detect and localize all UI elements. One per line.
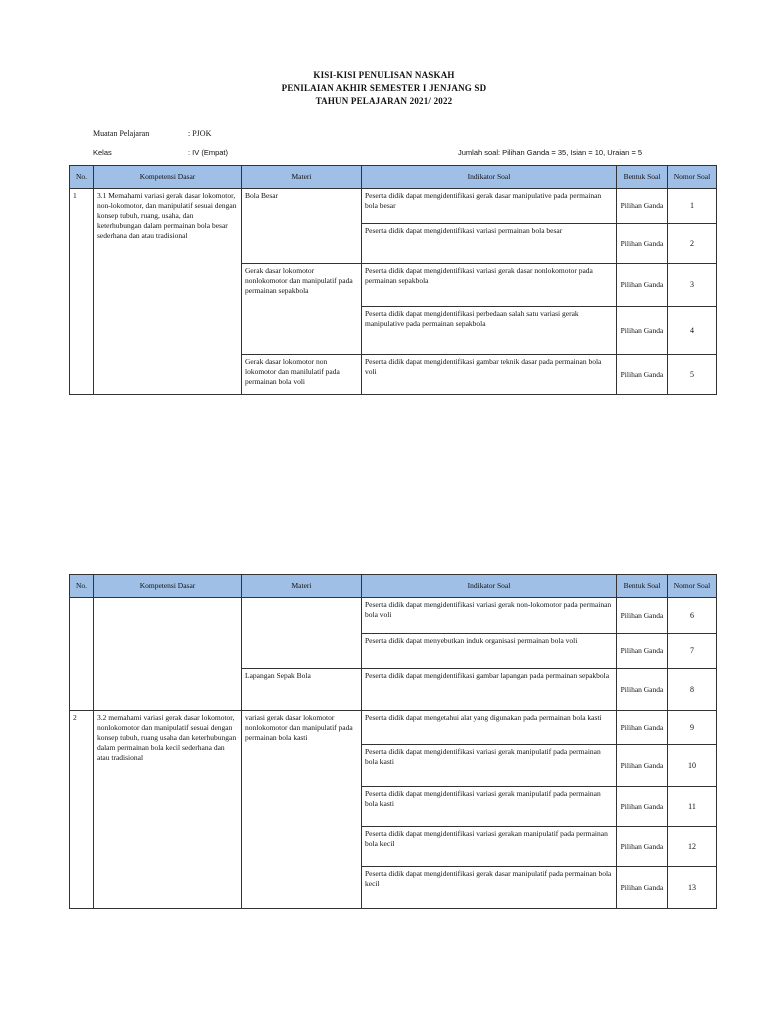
- nomor-cell: 9: [668, 711, 717, 745]
- kelas-label: Kelas: [93, 148, 112, 157]
- indikator-cell: Peserta didik dapat mengidentifikasi perbedaan salah satu variasi gerak manipulative pada permainan sepakbola: [362, 307, 617, 355]
- kisi-kisi-table-2: [69, 574, 717, 909]
- kompetensi-dasar-cell: 3.1 Memahami variasi gerak dasar lokomotor, non-lokomotor, dan manipulatif sesuai dengan konsep tubuh, ruang, usaha, dan keterhubungan dalam permainan bola besar sederhana dan atau tradisional: [94, 189, 242, 395]
- bentuk-cell: Pilihan Ganda: [617, 867, 668, 909]
- nomor-cell: 12: [668, 827, 717, 867]
- bentuk-cell: Pilihan Ganda: [617, 598, 668, 634]
- nomor-cell: 10: [668, 745, 717, 787]
- indikator-cell: Peserta didik dapat mengidentifikasi variasi gerak manipulatif pada permainan bola kasti: [362, 745, 617, 787]
- materi-cell: [242, 598, 362, 669]
- kisi-kisi-table-1: [69, 165, 717, 395]
- bentuk-cell: Pilihan Ganda: [617, 787, 668, 827]
- row-number: 2: [70, 711, 94, 909]
- nomor-cell: 7: [668, 634, 717, 669]
- bentuk-cell: Pilihan Ganda: [617, 745, 668, 787]
- kompetensi-dasar-cell: [94, 598, 242, 711]
- bentuk-cell: Pilihan Ganda: [617, 827, 668, 867]
- nomor-cell: 8: [668, 669, 717, 711]
- nomor-cell: 5: [668, 355, 717, 395]
- col-header-kompetensi-dasar: Kompetensi Dasar: [94, 575, 242, 598]
- indikator-cell: Peserta didik dapat mengidentifikasi variasi gerak manipulatif pada permainan bola kasti: [362, 787, 617, 827]
- jumlah-soal: Jumlah soal: Pilihan Ganda = 35, Isian = 10, Uraian = 5: [458, 148, 643, 157]
- nomor-cell: 11: [668, 787, 717, 827]
- indikator-cell: Peserta didik dapat mengidentifikasi variasi gerakan manipulatif pada permainan bola kecil: [362, 827, 617, 867]
- materi-cell: Bola Besar: [242, 189, 362, 264]
- kompetensi-dasar-cell: 3.2 memahami variasi gerak dasar lokomotor, nonlokomotor dan manipulatif sesuai dengan konsep tubuh, ruang usaha dan keterhubungan dalam permainan bola kecil sederhana dan atau tradisional: [94, 711, 242, 909]
- indikator-cell: Peserta didik dapat mengidentifikasi gambar lapangan pada permainan sepakbola: [362, 669, 617, 711]
- col-header-nomor-soal: Nomor Soal: [668, 575, 717, 598]
- table-header-row: [70, 166, 717, 189]
- materi-cell: Gerak dasar lokomotor non lokomotor dan manilulatif pada permainan bola voli: [242, 355, 362, 395]
- doc-title-line-3: TAHUN PELAJARAN 2021/ 2022: [315, 96, 453, 106]
- materi-cell: Lapangan Sepak Bola: [242, 669, 362, 711]
- col-header-indikator-soal: Indikator Soal: [362, 166, 617, 189]
- indikator-cell: Peserta didik dapat mengidentifikasi gambar teknik dasar pada permainan bola voli: [362, 355, 617, 395]
- table-row: [70, 189, 717, 224]
- table-header-row: [70, 575, 717, 598]
- doc-title-line-1: KISI-KISI PENULISAN NASKAH: [313, 70, 455, 80]
- nomor-cell: 3: [668, 264, 717, 307]
- nomor-cell: 1: [668, 189, 717, 224]
- col-header-materi: Materi: [242, 166, 362, 189]
- nomor-cell: 13: [668, 867, 717, 909]
- col-header-no: No.: [70, 166, 94, 189]
- muatan-label: Muatan Pelajaran: [93, 129, 150, 138]
- bentuk-cell: Pilihan Ganda: [617, 711, 668, 745]
- bentuk-cell: Pilihan Ganda: [617, 669, 668, 711]
- col-header-nomor-soal: Nomor Soal: [668, 166, 717, 189]
- row-number: 1: [70, 189, 94, 395]
- bentuk-cell: Pilihan Ganda: [617, 264, 668, 307]
- bentuk-cell: Pilihan Ganda: [617, 355, 668, 395]
- indikator-cell: Peserta didik dapat mengidentifikasi variasi permainan bola besar: [362, 224, 617, 264]
- col-header-no: No.: [70, 575, 94, 598]
- col-header-materi: Materi: [242, 575, 362, 598]
- indikator-cell: Peserta didik dapat mengidentifikasi variasi gerak dasar nonlokomotor pada permainan sepakbola: [362, 264, 617, 307]
- nomor-cell: 4: [668, 307, 717, 355]
- col-header-indikator-soal: Indikator Soal: [362, 575, 617, 598]
- nomor-cell: 2: [668, 224, 717, 264]
- kelas-value: : IV (Empat): [188, 148, 229, 157]
- doc-title-line-2: PENILAIAN AKHIR SEMESTER I JENJANG SD: [281, 83, 487, 93]
- bentuk-cell: Pilihan Ganda: [617, 634, 668, 669]
- bentuk-cell: Pilihan Ganda: [617, 307, 668, 355]
- table-row: [70, 711, 717, 745]
- materi-cell: variasi gerak dasar lokomotor nonlokomotor dan manipulatif pada permainan bola kasti: [242, 711, 362, 909]
- materi-cell: Gerak dasar lokomotor nonlokomotor dan manipulatif pada permainan sepakbola: [242, 264, 362, 355]
- indikator-cell: Peserta didik dapat menyebutkan induk organisasi permainan bola voli: [362, 634, 617, 669]
- muatan-value: : PJOK: [188, 129, 212, 138]
- bentuk-cell: Pilihan Ganda: [617, 224, 668, 264]
- table-row: [70, 598, 717, 634]
- bentuk-cell: Pilihan Ganda: [617, 189, 668, 224]
- col-header-bentuk-soal: Bentuk Soal: [617, 166, 668, 189]
- nomor-cell: 6: [668, 598, 717, 634]
- indikator-cell: Peserta didik dapat mengidentifikasi gerak dasar manipulatif pada permainan bola kecil: [362, 867, 617, 909]
- col-header-kompetensi-dasar: Kompetensi Dasar: [94, 166, 242, 189]
- indikator-cell: Peserta didik dapat mengidentifikasi variasi gerak non-lokomotor pada permainan bola voli: [362, 598, 617, 634]
- indikator-cell: Peserta didik dapat mengidentifikasi gerak dasar manipulative pada permainan bola besar: [362, 189, 617, 224]
- col-header-bentuk-soal: Bentuk Soal: [617, 575, 668, 598]
- row-number: [70, 598, 94, 711]
- indikator-cell: Peserta didik dapat mengetahui alat yang digunakan pada permainan bola kasti: [362, 711, 617, 745]
